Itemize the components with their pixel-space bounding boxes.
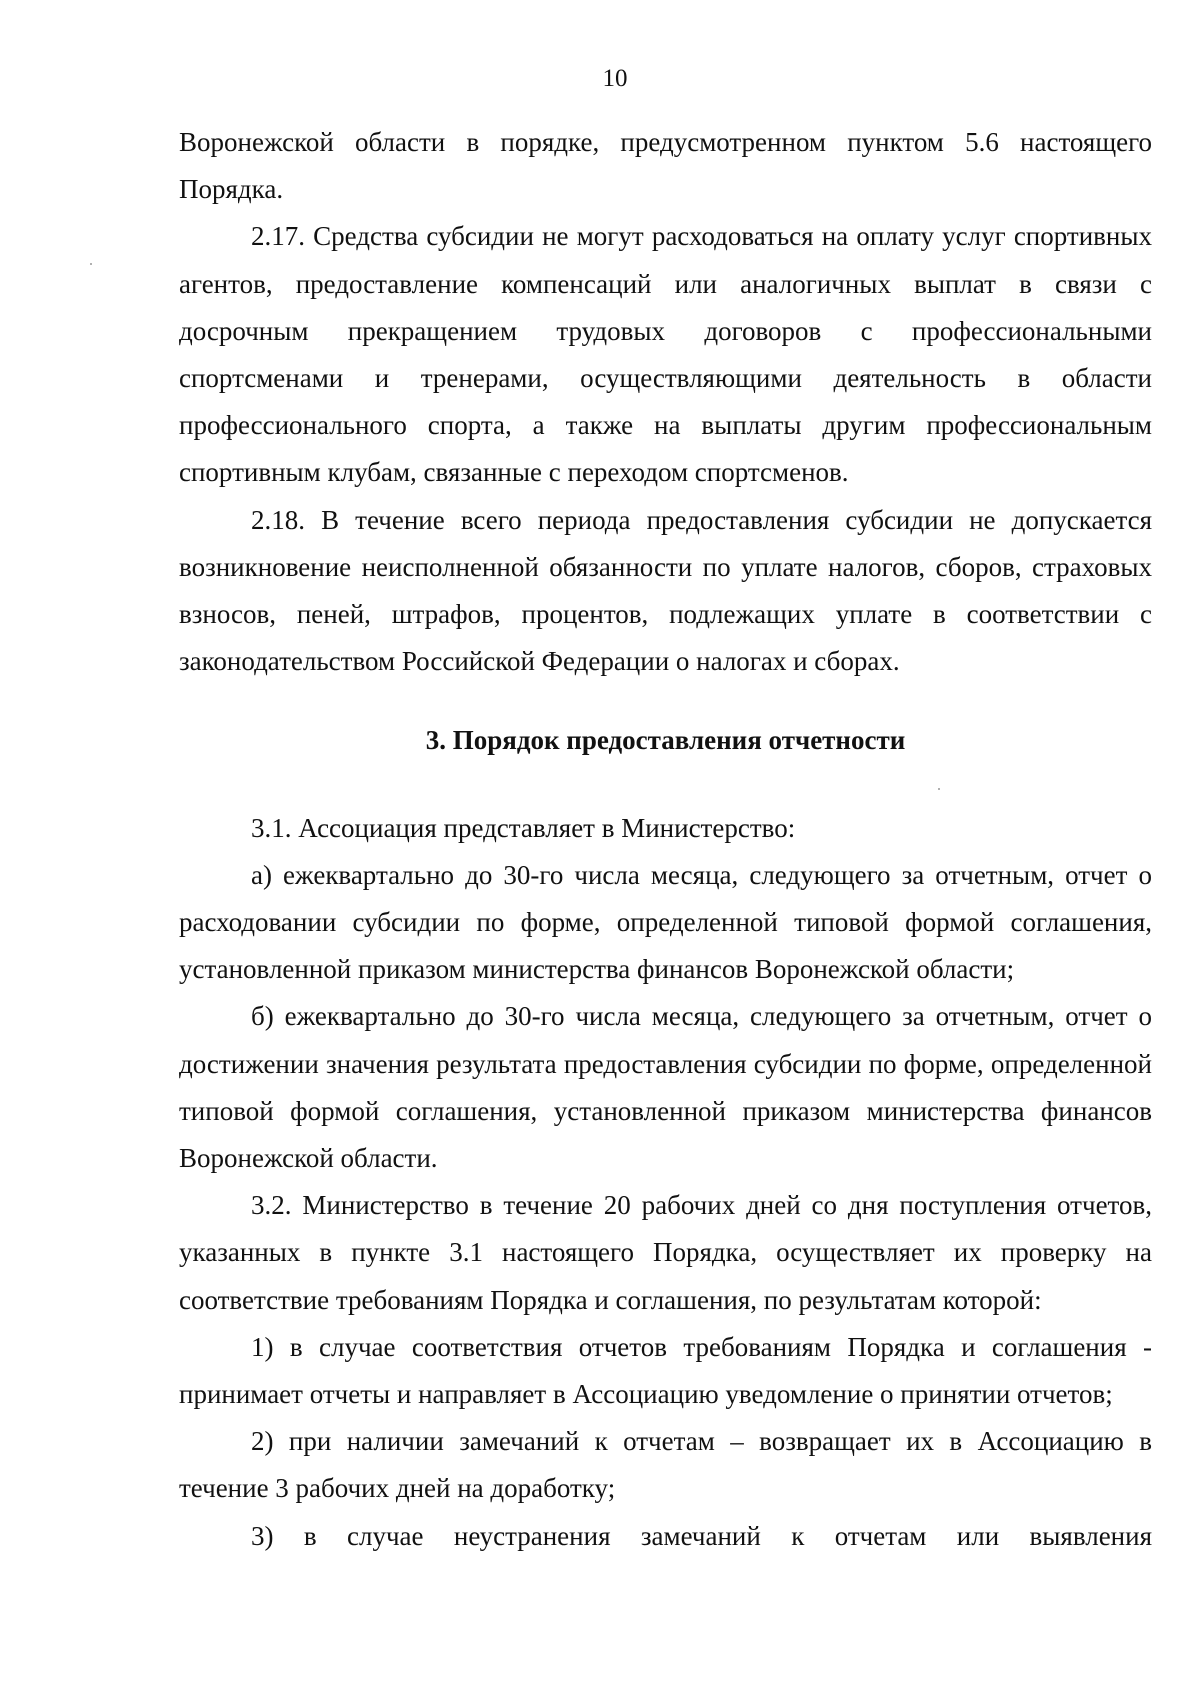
paragraph-3-1: 3.1. Ассоциация представляет в Министерство: xyxy=(251,812,796,843)
paragraph-3-2-2: 2) при наличии замечаний к отчетам – возвращает их в Ассоциацию в течение 3 рабочих дней на доработку; xyxy=(179,1426,1152,1504)
scan-speck xyxy=(938,788,940,790)
paragraph-2-17: 2.17. Средства субсидии не могут расходоваться на оплату услуг спортивных агентов, предоставление компенсаций или аналогичных выплат в связи с досрочным прекращением трудовых договоров с профессиональными спортсменами и тренерами, осуществляющими деятельность в области профессионального спорта, а также на выплаты другим профессиональным спортивным клубам, связанные с переходом спортсменов. xyxy=(179,221,1152,488)
paragraph-3-2-1: 1) в случае соответствия отчетов требованиям Порядка и соглашения - принимает отчеты и направляет в Ассоциацию уведомление о принятии отчетов; xyxy=(179,1331,1152,1410)
paragraph-3-2: 3.2. Министерство в течение 20 рабочих дней со дня поступления отчетов, указанных в пункте 3.1 настоящего Порядка, осуществляет их проверку на соответствие требованиям Порядка и соглашения, по результатам которой: xyxy=(179,1190,1152,1315)
paragraph-3-1-b: б) ежеквартально до 30-го числа месяца, следующего за отчетным, отчет о достижении значения результата предоставления субсидии по форме, определенной типовой формой соглашения, установленной приказом министерства финансов Воронежской области. xyxy=(179,1001,1152,1174)
paragraph-3-2-3: 3) в случае неустранения замечаний к отчетам или выявления xyxy=(251,1520,1152,1551)
section-heading: 3. Порядок предоставления отчетности xyxy=(425,725,906,756)
page-number: 10 xyxy=(602,65,628,92)
paragraph-2-18: 2.18. В течение всего периода предоставления субсидии не допускается возникновение неисполненной обязанности по уплате налогов, сборов, страховых взносов, пеней, штрафов, процентов, подлежащих уплате в соответствии с законодательством Российской Федерации о налогах и сборах. xyxy=(179,504,1152,677)
document-body xyxy=(179,119,1152,1560)
paragraph-3-1-a: а) ежеквартально до 30-го числа месяца, следующего за отчетным, отчет о расходовании субсидии по форме, определенной типовой формой соглашения, установленной приказом министерства финансов Воронежской области; xyxy=(179,859,1152,985)
scan-speck xyxy=(90,263,92,265)
paragraph-continuation: Воронежской области в порядке, предусмотренном пунктом 5.6 настоящего Порядка. xyxy=(179,127,1152,205)
